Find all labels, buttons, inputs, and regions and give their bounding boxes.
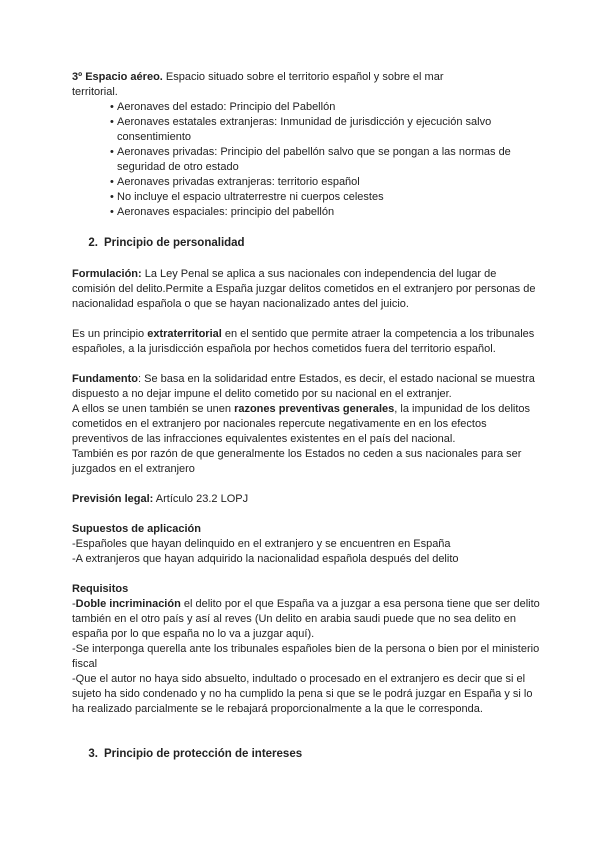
requisito-doble-incriminacion: -Doble incriminación el delito por el que España va a juzgar a esa persona tiene que ser delito también en el otro país y así al reves (Un delito en arabia saudi puede que no sea delito en españa por lo que españa no lo va a juzgar aquí). <box>72 598 540 640</box>
espacio-aereo-title: 3º Espacio aéreo. <box>72 71 163 83</box>
fundamento-paragraph: Fundamento: Se basa en la solidaridad entre Estados, es decir, el estado nacional se muestra dispuesto a no dejar impune el delito cometido por su nacional en el extranjer. <box>72 373 535 400</box>
section-heading-personalidad: 2. Principio de personalidad <box>88 237 245 249</box>
formulacion-paragraph: Formulación: La Ley Penal se aplica a sus nacionales con independencia del lugar de comisión del delito.Permite a España juzgar delitos cometidos en el extranjero por personas de nacionalidad española o que se hayan nacionalizado antes del juicio. <box>72 268 536 310</box>
extraterritorial-paragraph: Es un principio extraterritorial en el sentido que permite atraer la competencia a los tribunales españoles, a la jurisdicción española por hechos cometidos fuera del territorio español. <box>72 328 535 355</box>
fundamento-razones: A ellos se unen también se unen razones preventivas generales, la impunidad de los delitos cometidos en el extranjero por nacionales repercute negativamente en en los efectos preventivos de las infracciones equivalentes existentes en el país del nacional. <box>72 403 531 445</box>
section-heading-proteccion: 3. Principio de protección de intereses <box>88 748 303 760</box>
list-item: • Aeronaves del estado: Principio del Pabellón <box>110 100 542 115</box>
requisitos-title: Requisitos <box>72 583 129 595</box>
supuesto-item: -A extranjeros que hayan adquirido la nacionalidad española después del delito <box>72 553 459 565</box>
list-item: • Aeronaves estatales extranjeras: Inmunidad de jurisdicción y ejecución salvo consentimiento <box>110 115 542 145</box>
document-page <box>72 70 542 762</box>
list-item: • Aeronaves privadas extranjeras: territorio español <box>110 175 542 190</box>
list-item: • Aeronaves privadas: Principio del pabellón salvo que se pongan a las normas de seguridad de otro estado <box>110 145 542 175</box>
prevision-legal: Previsión legal: Artículo 23.2 LOPJ <box>72 493 249 505</box>
formulacion-label: Formulación: <box>72 268 142 280</box>
aeronaves-list <box>72 100 542 220</box>
espacio-aereo-intro-cont: territorial. <box>72 86 118 98</box>
list-item: • No incluye el espacio ultraterrestre ni cuerpos celestes <box>110 190 542 205</box>
espacio-aereo-block <box>72 70 542 220</box>
requisito-no-absuelto: -Que el autor no haya sido absuelto, indultado o procesado en el extranjero es decir que si el sujeto ha sido condenado y no ha cumplido la pena si que se le podrá juzgar en España y si lo ha realizado parcialmente se le rebajará proporcionalmente a la que le corresponda. <box>72 673 533 715</box>
list-item: • Aeronaves espaciales: principio del pabellón <box>110 205 542 220</box>
fundamento-label: Fundamento <box>72 373 138 385</box>
supuesto-item: -Españoles que hayan delinquido en el extranjero y se encuentren en España <box>72 538 451 550</box>
espacio-aereo-intro: 3º Espacio aéreo. Espacio situado sobre el territorio español y sobre el mar <box>72 71 444 83</box>
fundamento-cesion: También es por razón de que generalmente los Estados no ceden a sus nacionales para ser juzgados en el extranjero <box>72 448 522 475</box>
supuestos-title: Supuestos de aplicación <box>72 523 201 535</box>
requisito-querella: -Se interponga querella ante los tribunales españoles bien de la persona o bien por el ministerio fiscal <box>72 643 540 670</box>
